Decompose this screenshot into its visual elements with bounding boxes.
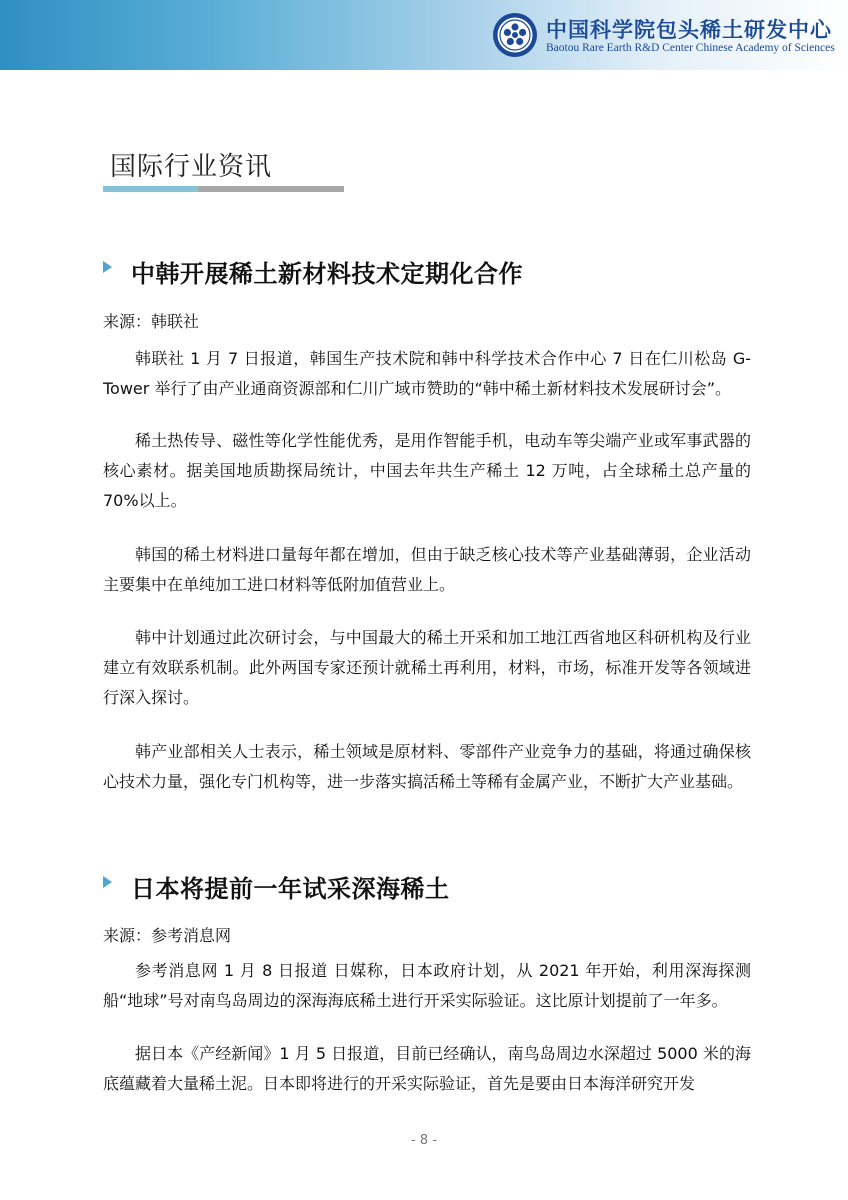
title-underline-gray [198, 186, 344, 192]
organization-logo [492, 10, 842, 60]
triangle-bullet-icon [103, 261, 112, 273]
page-number: - 8 - [411, 1133, 437, 1148]
title-underline-accent [103, 186, 198, 192]
triangle-bullet-icon [103, 876, 112, 888]
article-source: 来源：参考消息网 [103, 926, 232, 945]
article-paragraph: 韩国的稀土材料进口量每年都在增加，但由于缺乏核心技术等产业基础薄弱，企业活动主要集中在单纯加工进口材料等低附加值营业上。 [103, 545, 751, 594]
article-source: 来源：韩联社 [103, 312, 200, 331]
article-paragraph: 稀土热传导、磁性等化学性能优秀，是用作智能手机，电动车等尖端产业或军事武器的核心素材。据美国地质勘探局统计，中国去年共生产稀土 12 万吨，占全球稀土总产量的 70%以上。 [103, 431, 751, 510]
cas-emblem-icon [492, 12, 538, 58]
article-title: 中韩开展稀土新材料技术定期化合作 [131, 260, 523, 288]
organization-name-en: Baotou Rare Earth R&D Center Chinese Academy of Sciences [546, 42, 835, 54]
article-paragraph: 参考消息网 1 月 8 日报道 日媒称，日本政府计划，从 2021 年开始，利用深海探测船“地球”号对南鸟岛周边的深海海底稀土进行开采实际验证。这比原计划提前了一年多。 [103, 961, 751, 1010]
section-title: 国际行业资讯 [110, 152, 273, 182]
organization-name-cn: 中国科学院包头稀土研发中心 [546, 17, 832, 42]
article-paragraph: 韩联社 1 月 7 日报道，韩国生产技术院和韩中科学技术合作中心 7 日在仁川松岛 G-Tower 举行了由产业通商资源部和仁川广域市赞助的“韩中稀土新材料技术发展研讨会”。 [103, 349, 751, 398]
article-title: 日本将提前一年试采深海稀土 [131, 875, 450, 903]
header-band [0, 0, 848, 70]
article-paragraph: 韩产业部相关人士表示，稀土领域是原材料、零部件产业竞争力的基础，将通过确保核心技术力量，强化专门机构等，进一步落实搞活稀土等稀有金属产业，不断扩大产业基础。 [103, 742, 751, 791]
article-paragraph: 据日本《产经新闻》1 月 5 日报道，目前已经确认，南鸟岛周边水深超过 5000 米的海底蕴藏着大量稀土泥。日本即将进行的开采实际验证，首先是要由日本海洋研究开发 [103, 1044, 751, 1093]
article-paragraph: 韩中计划通过此次研讨会，与中国最大的稀土开采和加工地江西省地区科研机构及行业建立有效联系机制。此外两国专家还预计就稀土再利用，材料，市场，标准开发等各领域进行深入探讨。 [103, 628, 751, 707]
